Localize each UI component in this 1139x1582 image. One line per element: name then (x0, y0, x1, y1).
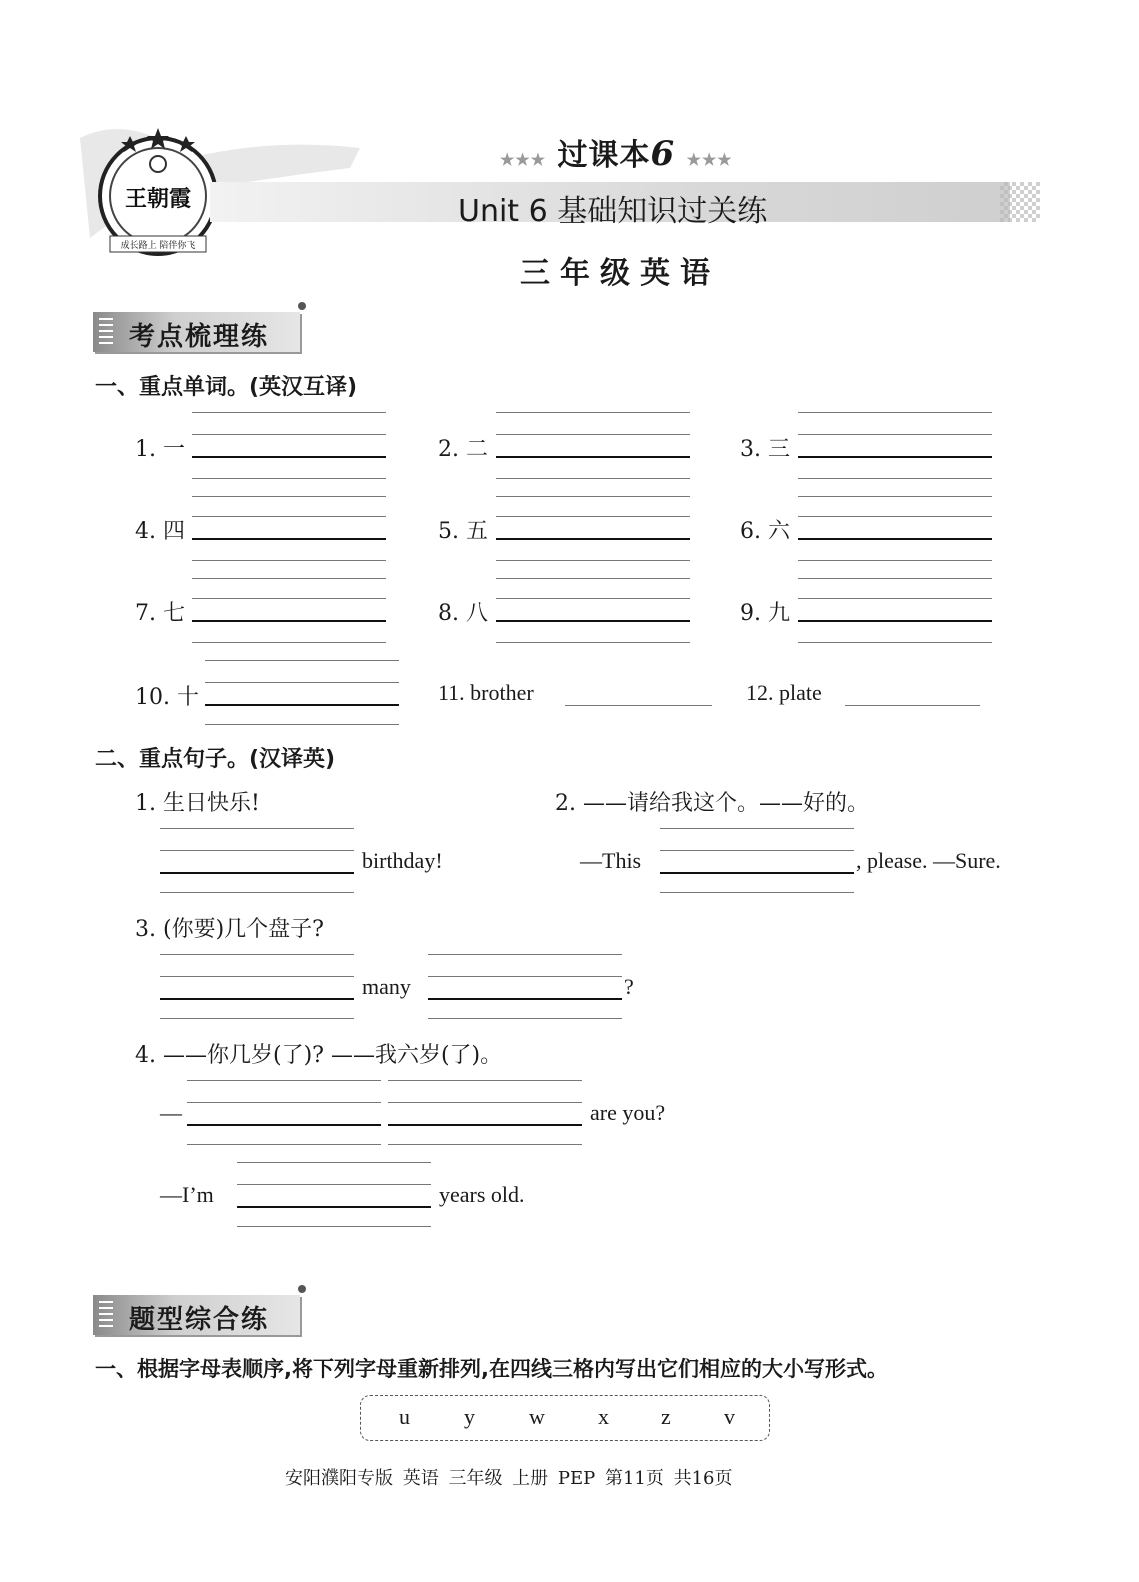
q2-prefix: —This (580, 848, 642, 873)
section-banner-comprehensive (93, 1295, 300, 1335)
part2-heading: 二、重点句子。(汉译英) (95, 747, 336, 772)
letters-box (360, 1395, 770, 1441)
section-banner-text: 考点梳理练 (129, 322, 270, 352)
letter: x (598, 1404, 609, 1429)
word-item: 4. 四 (135, 519, 185, 544)
grade-label: 三年级英语 (520, 256, 720, 291)
stars-left: ★★★ (500, 150, 547, 169)
sentence-q4: 4. ——你几岁(了)? ——我六岁(了)。 (135, 1043, 503, 1068)
stars-right: ★★★ (686, 150, 733, 169)
word-item: 3. 三 (740, 437, 790, 462)
svg-text:王朝霞: 王朝霞 (124, 186, 192, 212)
letter: y (464, 1404, 475, 1429)
letter: w (529, 1404, 545, 1429)
answer-blank[interactable] (845, 705, 980, 706)
sentence-q3: 3. (你要)几个盘子? (135, 917, 324, 942)
pin-icon (298, 1285, 306, 1293)
sentence-q2: 2. ——请给我这个。——好的。 (555, 791, 869, 816)
q4-line2-prefix: —I’m (160, 1182, 214, 1207)
q3-end: ? (624, 974, 634, 999)
ribbon-pattern (1000, 182, 1040, 222)
page-title: Unit 6 基础知识过关练 (458, 194, 768, 229)
section-banner-text: 题型综合练 (129, 1305, 270, 1335)
subtitle-text: 过课本 (557, 138, 651, 173)
section2-part1-heading: 一、根据字母表顺序,将下列字母重新排列,在四线三格内写出它们相应的大小写形式。 (95, 1357, 888, 1381)
letter: v (724, 1404, 735, 1429)
svg-text:成长路上 陪伴你飞: 成长路上 陪伴你飞 (120, 241, 196, 251)
word-item-brother: 11. brother (438, 680, 534, 705)
word-item: 8. 八 (438, 601, 488, 626)
q2-suffix: , please. —Sure. (856, 848, 1001, 873)
answer-blank[interactable] (565, 705, 712, 706)
word-item-plate: 12. plate (746, 680, 822, 705)
letter: u (399, 1404, 410, 1429)
word-item: 10. 十 (135, 685, 199, 710)
word-item: 6. 六 (740, 519, 790, 544)
letter: z (661, 1404, 671, 1429)
q1-suffix: birthday! (362, 848, 443, 873)
subtitle (500, 130, 733, 174)
section-banner-review (93, 312, 300, 352)
word-item: 9. 九 (740, 601, 790, 626)
q4-line2-suffix: years old. (439, 1182, 525, 1207)
word-item: 1. 一 (135, 437, 185, 462)
q4-line1-prefix: — (160, 1100, 182, 1125)
pin-icon (298, 302, 306, 310)
word-item: 2. 二 (438, 437, 488, 462)
unit-number: 6 (650, 134, 676, 174)
q3-mid: many (362, 974, 411, 999)
word-item: 7. 七 (135, 601, 185, 626)
word-item: 5. 五 (438, 519, 488, 544)
sentence-q1: 1. 生日快乐! (135, 791, 260, 816)
q4-line1-suffix: are you? (590, 1100, 666, 1125)
page-footer: 安阳濮阳专版 英语 三年级 上册 PEP 第11页 共16页 (285, 1468, 733, 1489)
part1-heading: 一、重点单词。(英汉互译) (95, 375, 358, 400)
